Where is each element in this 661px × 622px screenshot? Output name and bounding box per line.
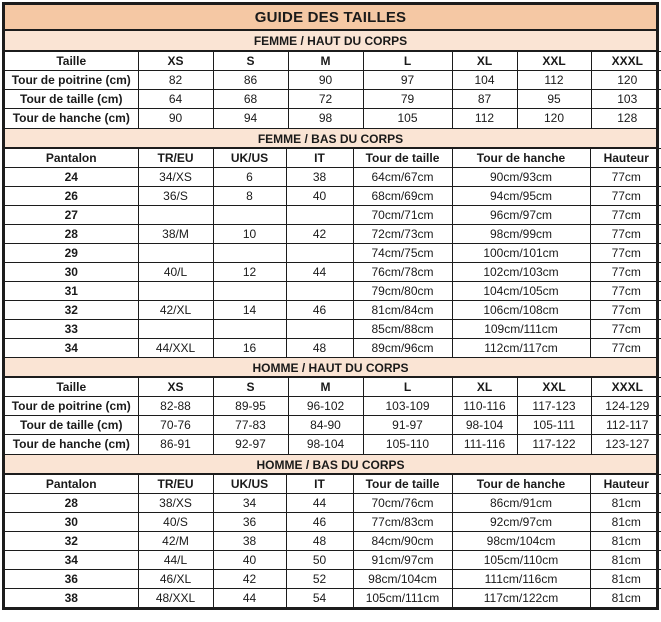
- cell: 40: [213, 550, 286, 569]
- cell: 89cm/96cm: [353, 338, 452, 357]
- table-row: [5, 319, 661, 338]
- table-row: [5, 109, 661, 128]
- row-label: 28: [5, 493, 138, 512]
- cell: 117cm/122cm: [452, 588, 590, 607]
- column-header: XS: [138, 378, 213, 397]
- cell: 74cm/75cm: [353, 243, 452, 262]
- row-label: 29: [5, 243, 138, 262]
- cell: 36: [213, 512, 286, 531]
- cell: 81cm: [590, 512, 661, 531]
- cell: 46/XL: [138, 569, 213, 588]
- cell: 42: [213, 569, 286, 588]
- cell: 86: [213, 71, 288, 90]
- cell: 77cm: [590, 262, 661, 281]
- row-label: Tour de hanche (cm): [5, 435, 138, 454]
- cell: 98-104: [452, 416, 517, 435]
- cell: [138, 281, 213, 300]
- column-header: XXXL: [591, 52, 661, 71]
- table-row: [5, 243, 661, 262]
- row-label: Tour de hanche (cm): [5, 109, 138, 128]
- cell: [286, 281, 353, 300]
- cell: 8: [213, 186, 286, 205]
- cell: 54: [286, 588, 353, 607]
- cell: 94cm/95cm: [452, 186, 590, 205]
- column-header: XL: [452, 378, 517, 397]
- table-row: [5, 71, 661, 90]
- cell: 97: [363, 71, 452, 90]
- cell: 48: [286, 338, 353, 357]
- column-header: Pantalon: [5, 474, 138, 493]
- row-label: Tour de taille (cm): [5, 90, 138, 109]
- table-row: [5, 338, 661, 357]
- cell: 120: [591, 71, 661, 90]
- cell: 46: [286, 300, 353, 319]
- cell: 124-129: [591, 397, 661, 416]
- cell: 40: [286, 186, 353, 205]
- column-header: TR/EU: [138, 148, 213, 167]
- cell: 70cm/71cm: [353, 205, 452, 224]
- cell: 94: [213, 109, 288, 128]
- row-label: 26: [5, 186, 138, 205]
- cell: 10: [213, 224, 286, 243]
- table-row: [5, 397, 661, 416]
- cell: 72cm/73cm: [353, 224, 452, 243]
- column-header: XXXL: [591, 378, 661, 397]
- cell: 105cm/111cm: [353, 588, 452, 607]
- row-label: Tour de poitrine (cm): [5, 397, 138, 416]
- cell: 81cm: [590, 531, 661, 550]
- cell: 44/XXL: [138, 338, 213, 357]
- cell: 90: [288, 71, 363, 90]
- column-header: M: [288, 378, 363, 397]
- row-label: 30: [5, 262, 138, 281]
- cell: [138, 205, 213, 224]
- table-row: [5, 90, 661, 109]
- cell: 96cm/97cm: [452, 205, 590, 224]
- column-header: Taille: [5, 52, 138, 71]
- cell: 64cm/67cm: [353, 167, 452, 186]
- cell: 44: [213, 588, 286, 607]
- femme-bas-table: [5, 148, 661, 358]
- section-homme-haut: [5, 357, 656, 454]
- column-header: S: [213, 52, 288, 71]
- cell: 90: [138, 109, 213, 128]
- cell: 81cm: [590, 493, 661, 512]
- table-row: [5, 493, 661, 512]
- cell: 34/XS: [138, 167, 213, 186]
- section-heading-homme-bas: HOMME / BAS DU CORPS: [5, 454, 656, 474]
- cell: 92-97: [213, 435, 288, 454]
- cell: 81cm/84cm: [353, 300, 452, 319]
- row-label: 34: [5, 550, 138, 569]
- column-header: XXL: [517, 378, 591, 397]
- cell: 40/L: [138, 262, 213, 281]
- cell: 104cm/105cm: [452, 281, 590, 300]
- cell: [213, 243, 286, 262]
- table-row: [5, 224, 661, 243]
- cell: 38: [286, 167, 353, 186]
- cell: 128: [591, 109, 661, 128]
- cell: 44: [286, 493, 353, 512]
- cell: 48/XXL: [138, 588, 213, 607]
- column-header: UK/US: [213, 474, 286, 493]
- column-header: Hauteur: [590, 148, 661, 167]
- row-label: 27: [5, 205, 138, 224]
- cell: 79cm/80cm: [353, 281, 452, 300]
- cell: 64: [138, 90, 213, 109]
- column-header: L: [363, 52, 452, 71]
- section-femme-haut: [5, 31, 656, 128]
- column-header: M: [288, 52, 363, 71]
- header-row: [5, 378, 661, 397]
- table-row: [5, 281, 661, 300]
- cell: 111-116: [452, 435, 517, 454]
- table-row: [5, 167, 661, 186]
- cell: [286, 319, 353, 338]
- cell: 112: [452, 109, 517, 128]
- table-row: [5, 550, 661, 569]
- cell: 86cm/91cm: [452, 493, 590, 512]
- header-row: [5, 148, 661, 167]
- cell: 103: [591, 90, 661, 109]
- table-row: [5, 435, 661, 454]
- header-row: [5, 52, 661, 71]
- cell: 120: [517, 109, 591, 128]
- cell: 98cm/104cm: [353, 569, 452, 588]
- cell: 44/L: [138, 550, 213, 569]
- row-label: 24: [5, 167, 138, 186]
- cell: 77cm: [590, 319, 661, 338]
- cell: 111cm/116cm: [452, 569, 590, 588]
- table-row: [5, 512, 661, 531]
- cell: 16: [213, 338, 286, 357]
- cell: 82-88: [138, 397, 213, 416]
- column-header: IT: [286, 148, 353, 167]
- cell: 109cm/111cm: [452, 319, 590, 338]
- cell: 106cm/108cm: [452, 300, 590, 319]
- cell: 98cm/104cm: [452, 531, 590, 550]
- cell: [138, 319, 213, 338]
- cell: 40/S: [138, 512, 213, 531]
- column-header: XXL: [517, 52, 591, 71]
- cell: 42/XL: [138, 300, 213, 319]
- table-row: [5, 262, 661, 281]
- cell: 81cm: [590, 569, 661, 588]
- size-guide-frame: [2, 2, 659, 610]
- cell: 77cm: [590, 281, 661, 300]
- cell: 105: [363, 109, 452, 128]
- cell: 52: [286, 569, 353, 588]
- cell: 84cm/90cm: [353, 531, 452, 550]
- cell: [138, 243, 213, 262]
- cell: 70-76: [138, 416, 213, 435]
- cell: 77cm: [590, 167, 661, 186]
- cell: [286, 243, 353, 262]
- row-label: Tour de poitrine (cm): [5, 71, 138, 90]
- cell: 77cm/83cm: [353, 512, 452, 531]
- row-label: 32: [5, 531, 138, 550]
- cell: 92cm/97cm: [452, 512, 590, 531]
- cell: 77cm: [590, 186, 661, 205]
- column-header: TR/EU: [138, 474, 213, 493]
- cell: 89-95: [213, 397, 288, 416]
- row-label: 38: [5, 588, 138, 607]
- column-header: UK/US: [213, 148, 286, 167]
- table-row: [5, 416, 661, 435]
- column-header: Hauteur: [590, 474, 661, 493]
- column-header: Tour de hanche: [452, 474, 590, 493]
- table-row: [5, 588, 661, 607]
- section-heading-femme-bas: FEMME / BAS DU CORPS: [5, 128, 656, 148]
- cell: 123-127: [591, 435, 661, 454]
- column-header: IT: [286, 474, 353, 493]
- column-header: Taille: [5, 378, 138, 397]
- cell: 95: [517, 90, 591, 109]
- cell: 105-111: [517, 416, 591, 435]
- table-row: [5, 205, 661, 224]
- row-label: Tour de taille (cm): [5, 416, 138, 435]
- row-label: 34: [5, 338, 138, 357]
- cell: 105cm/110cm: [452, 550, 590, 569]
- section-heading-homme-haut: HOMME / HAUT DU CORPS: [5, 357, 656, 377]
- cell: 36/S: [138, 186, 213, 205]
- cell: 77-83: [213, 416, 288, 435]
- cell: 84-90: [288, 416, 363, 435]
- cell: 14: [213, 300, 286, 319]
- cell: 104: [452, 71, 517, 90]
- cell: 77cm: [590, 243, 661, 262]
- row-label: 28: [5, 224, 138, 243]
- cell: 38/XS: [138, 493, 213, 512]
- cell: 72: [288, 90, 363, 109]
- cell: 12: [213, 262, 286, 281]
- cell: 68cm/69cm: [353, 186, 452, 205]
- cell: 70cm/76cm: [353, 493, 452, 512]
- homme-haut-table: [5, 377, 661, 454]
- section-heading-femme-haut: FEMME / HAUT DU CORPS: [5, 31, 656, 51]
- cell: 38: [213, 531, 286, 550]
- column-header: Pantalon: [5, 148, 138, 167]
- cell: 79: [363, 90, 452, 109]
- cell: 100cm/101cm: [452, 243, 590, 262]
- cell: 105-110: [363, 435, 452, 454]
- cell: 103-109: [363, 397, 452, 416]
- cell: 76cm/78cm: [353, 262, 452, 281]
- cell: 117-123: [517, 397, 591, 416]
- cell: 86-91: [138, 435, 213, 454]
- cell: 81cm: [590, 550, 661, 569]
- cell: 87: [452, 90, 517, 109]
- row-label: 32: [5, 300, 138, 319]
- table-row: [5, 300, 661, 319]
- column-header: S: [213, 378, 288, 397]
- cell: 77cm: [590, 338, 661, 357]
- cell: 42/M: [138, 531, 213, 550]
- cell: 96-102: [288, 397, 363, 416]
- column-header: Tour de hanche: [452, 148, 590, 167]
- column-header: Tour de taille: [353, 148, 452, 167]
- table-row: [5, 186, 661, 205]
- table-row: [5, 531, 661, 550]
- cell: 90cm/93cm: [452, 167, 590, 186]
- cell: 91cm/97cm: [353, 550, 452, 569]
- row-label: 36: [5, 569, 138, 588]
- cell: 98: [288, 109, 363, 128]
- row-label: 31: [5, 281, 138, 300]
- section-femme-bas: [5, 128, 656, 358]
- column-header: L: [363, 378, 452, 397]
- table-row: [5, 569, 661, 588]
- cell: 48: [286, 531, 353, 550]
- cell: 112: [517, 71, 591, 90]
- cell: 77cm: [590, 205, 661, 224]
- row-label: 33: [5, 319, 138, 338]
- section-homme-bas: [5, 454, 656, 608]
- cell: 77cm: [590, 300, 661, 319]
- cell: 38/M: [138, 224, 213, 243]
- homme-bas-table: [5, 474, 661, 608]
- column-header: Tour de taille: [353, 474, 452, 493]
- cell: 112cm/117cm: [452, 338, 590, 357]
- cell: 98cm/99cm: [452, 224, 590, 243]
- header-row: [5, 474, 661, 493]
- cell: 102cm/103cm: [452, 262, 590, 281]
- cell: 117-122: [517, 435, 591, 454]
- cell: 82: [138, 71, 213, 90]
- cell: [213, 205, 286, 224]
- cell: 112-117: [591, 416, 661, 435]
- row-label: 30: [5, 512, 138, 531]
- femme-haut-table: [5, 51, 661, 128]
- cell: 46: [286, 512, 353, 531]
- cell: 110-116: [452, 397, 517, 416]
- cell: 81cm: [590, 588, 661, 607]
- cell: 6: [213, 167, 286, 186]
- column-header: XL: [452, 52, 517, 71]
- cell: [213, 319, 286, 338]
- cell: 85cm/88cm: [353, 319, 452, 338]
- cell: 77cm: [590, 224, 661, 243]
- cell: 44: [286, 262, 353, 281]
- cell: 98-104: [288, 435, 363, 454]
- cell: 34: [213, 493, 286, 512]
- column-header: XS: [138, 52, 213, 71]
- page-title: GUIDE DES TAILLES: [5, 5, 656, 31]
- cell: 68: [213, 90, 288, 109]
- cell: 42: [286, 224, 353, 243]
- cell: 50: [286, 550, 353, 569]
- cell: [213, 281, 286, 300]
- cell: 91-97: [363, 416, 452, 435]
- cell: [286, 205, 353, 224]
